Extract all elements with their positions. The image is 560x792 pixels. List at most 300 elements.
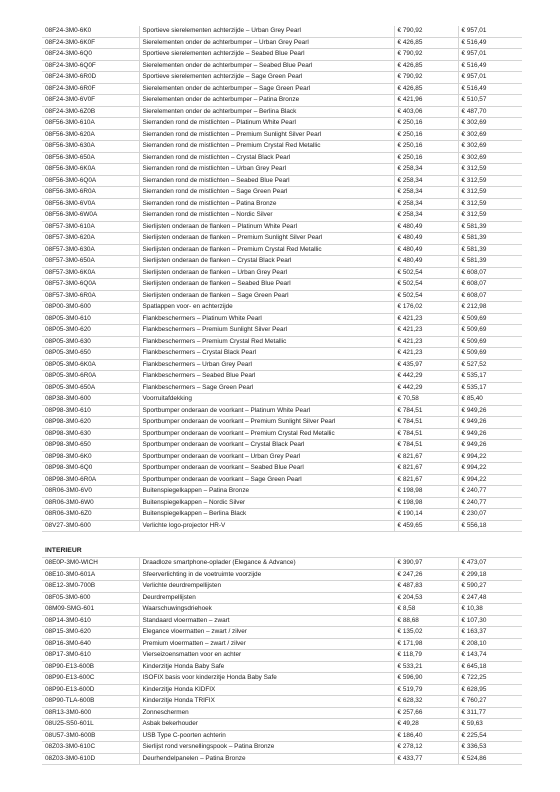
price-excl-vat-cell: € 198,98 bbox=[394, 486, 458, 498]
part-number-cell: 08P00-3M0-600 bbox=[42, 302, 139, 314]
part-number-cell: 08P38-3M0-600 bbox=[42, 394, 139, 406]
description-cell: Sierranden rond de mistlichten – Premium Sunlight Silver Pearl bbox=[139, 129, 394, 141]
table-row bbox=[42, 72, 522, 84]
part-number-cell: 08F24-3M0-6V0F bbox=[42, 95, 139, 107]
part-number-cell: 08F24-3M0-6R0D bbox=[42, 72, 139, 84]
table-row bbox=[42, 233, 522, 245]
price-incl-vat-cell: € 510,57 bbox=[458, 95, 522, 107]
description-cell: USB Type C-poorten achterin bbox=[139, 730, 394, 742]
price-incl-vat-cell: € 590,27 bbox=[458, 581, 522, 593]
description-cell: Sportbumper onderaan de voorkant – Urban Grey Pearl bbox=[139, 451, 394, 463]
price-incl-vat-cell: € 247,48 bbox=[458, 592, 522, 604]
description-cell: Sportbumper onderaan de voorkant – Sage Green Pearl bbox=[139, 474, 394, 486]
price-excl-vat-cell: € 176,02 bbox=[394, 302, 458, 314]
price-incl-vat-cell: € 299,18 bbox=[458, 569, 522, 581]
price-excl-vat-cell: € 390,97 bbox=[394, 558, 458, 570]
table-row bbox=[42, 141, 522, 153]
price-incl-vat-cell: € 994,22 bbox=[458, 474, 522, 486]
part-number-cell: 08Z03-3M0-610C bbox=[42, 742, 139, 754]
table-row bbox=[42, 348, 522, 360]
table-row bbox=[42, 336, 522, 348]
price-incl-vat-cell: € 949,26 bbox=[458, 440, 522, 452]
table-row bbox=[42, 221, 522, 233]
price-excl-vat-cell: € 821,67 bbox=[394, 451, 458, 463]
description-cell: Sierlijst rond versnellingspook – Patina Bronze bbox=[139, 742, 394, 754]
price-incl-vat-cell: € 509,69 bbox=[458, 325, 522, 337]
price-incl-vat-cell: € 143,74 bbox=[458, 650, 522, 662]
price-incl-vat-cell: € 240,77 bbox=[458, 486, 522, 498]
table-row bbox=[42, 210, 522, 222]
description-cell: Sierlijsten onderaan de flanken – Premium Sunlight Silver Pearl bbox=[139, 233, 394, 245]
table-row bbox=[42, 604, 522, 616]
table-row bbox=[42, 405, 522, 417]
part-number-cell: 08F56-3M0-6Q0A bbox=[42, 175, 139, 187]
table-row bbox=[42, 707, 522, 719]
table-row bbox=[42, 440, 522, 452]
price-excl-vat-cell: € 118,79 bbox=[394, 650, 458, 662]
table-row bbox=[42, 451, 522, 463]
price-incl-vat-cell: € 85,40 bbox=[458, 394, 522, 406]
part-number-cell: 08F24-3M0-6R0F bbox=[42, 83, 139, 95]
price-excl-vat-cell: € 171,98 bbox=[394, 638, 458, 650]
price-incl-vat-cell: € 302,69 bbox=[458, 118, 522, 130]
table-row bbox=[42, 302, 522, 314]
price-excl-vat-cell: € 442,29 bbox=[394, 382, 458, 394]
description-cell: Sportbumper onderaan de voorkant – Seabed Blue Pearl bbox=[139, 463, 394, 475]
description-cell: Sierlijsten onderaan de flanken – Urban Grey Pearl bbox=[139, 267, 394, 279]
description-cell: Sierlijsten onderaan de flanken – Seabed Blue Pearl bbox=[139, 279, 394, 291]
description-cell: Sierlijsten onderaan de flanken – Platinum White Pearl bbox=[139, 221, 394, 233]
price-incl-vat-cell: € 581,39 bbox=[458, 221, 522, 233]
price-incl-vat-cell: € 516,49 bbox=[458, 83, 522, 95]
price-incl-vat-cell: € 535,17 bbox=[458, 371, 522, 383]
part-number-cell: 08F56-3M0-610A bbox=[42, 118, 139, 130]
price-excl-vat-cell: € 426,85 bbox=[394, 37, 458, 49]
part-number-cell: 08F57-3M0-6K0A bbox=[42, 267, 139, 279]
price-incl-vat-cell: € 509,69 bbox=[458, 348, 522, 360]
price-incl-vat-cell: € 645,18 bbox=[458, 661, 522, 673]
description-cell: Buitenspiegelkappen – Patina Bronze bbox=[139, 486, 394, 498]
part-number-cell: 08P90-E13-600B bbox=[42, 661, 139, 673]
price-excl-vat-cell: € 258,34 bbox=[394, 210, 458, 222]
table-row bbox=[42, 520, 522, 532]
table-row bbox=[42, 661, 522, 673]
part-number-cell: 08F57-3M0-610A bbox=[42, 221, 139, 233]
table-row bbox=[42, 106, 522, 118]
price-incl-vat-cell: € 760,27 bbox=[458, 696, 522, 708]
price-excl-vat-cell: € 278,12 bbox=[394, 742, 458, 754]
description-cell: Sierelementen onder de achterbumper – Urban Grey Pearl bbox=[139, 37, 394, 49]
exterior-table bbox=[42, 26, 522, 532]
table-row bbox=[42, 742, 522, 754]
price-excl-vat-cell: € 480,49 bbox=[394, 233, 458, 245]
table-row bbox=[42, 279, 522, 291]
table-row bbox=[42, 49, 522, 61]
table-row bbox=[42, 486, 522, 498]
table-row bbox=[42, 83, 522, 95]
price-incl-vat-cell: € 628,95 bbox=[458, 684, 522, 696]
interior-table bbox=[42, 557, 522, 765]
price-excl-vat-cell: € 258,34 bbox=[394, 164, 458, 176]
price-excl-vat-cell: € 533,21 bbox=[394, 661, 458, 673]
table-row bbox=[42, 26, 522, 37]
price-excl-vat-cell: € 790,92 bbox=[394, 49, 458, 61]
price-excl-vat-cell: € 821,67 bbox=[394, 463, 458, 475]
table-row bbox=[42, 684, 522, 696]
part-number-cell: 08F24-3M0-6Z0B bbox=[42, 106, 139, 118]
part-number-cell: 08P05-3M0-650A bbox=[42, 382, 139, 394]
price-excl-vat-cell: € 421,23 bbox=[394, 313, 458, 325]
price-excl-vat-cell: € 186,40 bbox=[394, 730, 458, 742]
description-cell: Sportbumper onderaan de voorkant – Premium Crystal Red Metallic bbox=[139, 428, 394, 440]
price-incl-vat-cell: € 336,53 bbox=[458, 742, 522, 754]
price-incl-vat-cell: € 994,22 bbox=[458, 451, 522, 463]
part-number-cell: 08F57-3M0-620A bbox=[42, 233, 139, 245]
price-excl-vat-cell: € 8,58 bbox=[394, 604, 458, 616]
table-row bbox=[42, 290, 522, 302]
description-cell: Sierranden rond de mistlichten – Nordic Silver bbox=[139, 210, 394, 222]
price-excl-vat-cell: € 435,97 bbox=[394, 359, 458, 371]
part-number-cell: 08E12-3M0-700B bbox=[42, 581, 139, 593]
price-excl-vat-cell: € 258,34 bbox=[394, 198, 458, 210]
part-number-cell: 08M09-SMG-601 bbox=[42, 604, 139, 616]
description-cell: Flankbeschermers – Premium Crystal Red Metallic bbox=[139, 336, 394, 348]
table-row bbox=[42, 509, 522, 521]
price-incl-vat-cell: € 312,59 bbox=[458, 187, 522, 199]
price-incl-vat-cell: € 722,25 bbox=[458, 673, 522, 685]
description-cell: Asbak bekerhouder bbox=[139, 719, 394, 731]
price-excl-vat-cell: € 257,66 bbox=[394, 707, 458, 719]
part-number-cell: 08P05-3M0-6R0A bbox=[42, 371, 139, 383]
part-number-cell: 08F57-3M0-650A bbox=[42, 256, 139, 268]
price-excl-vat-cell: € 250,16 bbox=[394, 152, 458, 164]
price-excl-vat-cell: € 821,67 bbox=[394, 474, 458, 486]
price-incl-vat-cell: € 516,49 bbox=[458, 37, 522, 49]
price-incl-vat-cell: € 107,30 bbox=[458, 615, 522, 627]
price-excl-vat-cell: € 421,23 bbox=[394, 348, 458, 360]
price-excl-vat-cell: € 459,65 bbox=[394, 520, 458, 532]
description-cell: Flankbeschermers – Premium Sunlight Silver Pearl bbox=[139, 325, 394, 337]
table-row bbox=[42, 244, 522, 256]
part-number-cell: 08E10-3M0-601A bbox=[42, 569, 139, 581]
table-row bbox=[42, 267, 522, 279]
price-incl-vat-cell: € 556,18 bbox=[458, 520, 522, 532]
description-cell: Sportbumper onderaan de voorkant – Premium Sunlight Silver Pearl bbox=[139, 417, 394, 429]
part-number-cell: 08F24-3M0-6K0 bbox=[42, 26, 139, 37]
part-number-cell: 08F56-3M0-620A bbox=[42, 129, 139, 141]
table-row bbox=[42, 558, 522, 570]
table-row bbox=[42, 382, 522, 394]
price-excl-vat-cell: € 426,85 bbox=[394, 83, 458, 95]
part-number-cell: 08P05-3M0-620 bbox=[42, 325, 139, 337]
part-number-cell: 08P05-3M0-630 bbox=[42, 336, 139, 348]
table-row bbox=[42, 753, 522, 765]
price-excl-vat-cell: € 628,32 bbox=[394, 696, 458, 708]
table-row bbox=[42, 95, 522, 107]
table-row bbox=[42, 696, 522, 708]
description-cell: Verlichte logo-projector HR-V bbox=[139, 520, 394, 532]
description-cell: Sierelementen onder de achterbumper – Seabed Blue Pearl bbox=[139, 60, 394, 72]
part-number-cell: 08F05-3M0-600 bbox=[42, 592, 139, 604]
price-incl-vat-cell: € 312,59 bbox=[458, 164, 522, 176]
part-number-cell: 08R06-3M0-6Z0 bbox=[42, 509, 139, 521]
part-number-cell: 08V27-3M0-600 bbox=[42, 520, 139, 532]
price-excl-vat-cell: € 784,51 bbox=[394, 440, 458, 452]
price-incl-vat-cell: € 59,63 bbox=[458, 719, 522, 731]
part-number-cell: 08F56-3M0-6V0A bbox=[42, 198, 139, 210]
part-number-cell: 08F24-3M0-6Q0 bbox=[42, 49, 139, 61]
table-row bbox=[42, 581, 522, 593]
price-incl-vat-cell: € 535,17 bbox=[458, 382, 522, 394]
table-row bbox=[42, 359, 522, 371]
part-number-cell: 08R06-3M0-6V0 bbox=[42, 486, 139, 498]
price-excl-vat-cell: € 480,49 bbox=[394, 221, 458, 233]
description-cell: Waarschuwingsdriehoek bbox=[139, 604, 394, 616]
price-incl-vat-cell: € 208,10 bbox=[458, 638, 522, 650]
price-excl-vat-cell: € 487,83 bbox=[394, 581, 458, 593]
price-incl-vat-cell: € 212,98 bbox=[458, 302, 522, 314]
description-cell: Sportbumper onderaan de voorkant – Platinum White Pearl bbox=[139, 405, 394, 417]
description-cell: Sierelementen onder de achterbumper – Berlina Black bbox=[139, 106, 394, 118]
description-cell: Sfeerverlichting in de voetruimte voorzijde bbox=[139, 569, 394, 581]
table-row bbox=[42, 325, 522, 337]
table-row bbox=[42, 118, 522, 130]
price-excl-vat-cell: € 502,54 bbox=[394, 279, 458, 291]
price-incl-vat-cell: € 312,59 bbox=[458, 198, 522, 210]
part-number-cell: 08F56-3M0-6W0A bbox=[42, 210, 139, 222]
part-number-cell: 08F56-3M0-6K0A bbox=[42, 164, 139, 176]
part-number-cell: 08P98-3M0-610 bbox=[42, 405, 139, 417]
part-number-cell: 08U25-S50-601L bbox=[42, 719, 139, 731]
price-excl-vat-cell: € 790,92 bbox=[394, 26, 458, 37]
description-cell: Draadloze smartphone-oplader (Elegance & Advance) bbox=[139, 558, 394, 570]
description-cell: Spatlappen voor- en achterzijde bbox=[139, 302, 394, 314]
part-number-cell: 08P90-TLA-600B bbox=[42, 696, 139, 708]
table-row bbox=[42, 37, 522, 49]
description-cell: Sierelementen onder de achterbumper – Sage Green Pearl bbox=[139, 83, 394, 95]
description-cell: Sierranden rond de mistlichten – Patina Bronze bbox=[139, 198, 394, 210]
price-incl-vat-cell: € 957,01 bbox=[458, 72, 522, 84]
table-row bbox=[42, 313, 522, 325]
part-number-cell: 08F56-3M0-6R0A bbox=[42, 187, 139, 199]
table-row bbox=[42, 627, 522, 639]
part-number-cell: 08P98-3M0-6R0A bbox=[42, 474, 139, 486]
price-excl-vat-cell: € 247,26 bbox=[394, 569, 458, 581]
description-cell: Deurhendelpanelen – Patina Bronze bbox=[139, 753, 394, 765]
price-incl-vat-cell: € 302,69 bbox=[458, 152, 522, 164]
price-incl-vat-cell: € 949,26 bbox=[458, 417, 522, 429]
description-cell: Voorruitafdekking bbox=[139, 394, 394, 406]
part-number-cell: 08F24-3M0-6K0F bbox=[42, 37, 139, 49]
price-incl-vat-cell: € 608,07 bbox=[458, 267, 522, 279]
description-cell: Sierlijsten onderaan de flanken – Sage Green Pearl bbox=[139, 290, 394, 302]
table-row bbox=[42, 164, 522, 176]
price-incl-vat-cell: € 240,77 bbox=[458, 497, 522, 509]
description-cell: Flankbeschermers – Sage Green Pearl bbox=[139, 382, 394, 394]
description-cell: Premium vloermatten – zwart / zilver bbox=[139, 638, 394, 650]
price-incl-vat-cell: € 473,07 bbox=[458, 558, 522, 570]
price-excl-vat-cell: € 519,79 bbox=[394, 684, 458, 696]
price-excl-vat-cell: € 502,54 bbox=[394, 290, 458, 302]
description-cell: Kinderzitje Honda Baby Safe bbox=[139, 661, 394, 673]
description-cell: Buitenspiegelkappen – Berlina Black bbox=[139, 509, 394, 521]
table-row bbox=[42, 60, 522, 72]
table-row bbox=[42, 615, 522, 627]
price-excl-vat-cell: € 596,90 bbox=[394, 673, 458, 685]
price-incl-vat-cell: € 949,26 bbox=[458, 428, 522, 440]
price-incl-vat-cell: € 524,86 bbox=[458, 753, 522, 765]
table-row bbox=[42, 569, 522, 581]
description-cell: Buitenspiegelkappen – Nordic Silver bbox=[139, 497, 394, 509]
price-incl-vat-cell: € 957,01 bbox=[458, 26, 522, 37]
description-cell: Sportieve sierelementen achterzijde – Sage Green Pearl bbox=[139, 72, 394, 84]
table-row bbox=[42, 394, 522, 406]
part-number-cell: 08P05-3M0-610 bbox=[42, 313, 139, 325]
part-number-cell: 08F56-3M0-650A bbox=[42, 152, 139, 164]
part-number-cell: 08P15-3M0-620 bbox=[42, 627, 139, 639]
description-cell: Sportieve sierelementen achterzijde – Seabed Blue Pearl bbox=[139, 49, 394, 61]
section-gap bbox=[42, 532, 522, 546]
description-cell: Deurdrempellijsten bbox=[139, 592, 394, 604]
price-excl-vat-cell: € 403,06 bbox=[394, 106, 458, 118]
price-incl-vat-cell: € 581,39 bbox=[458, 256, 522, 268]
table-row bbox=[42, 175, 522, 187]
price-incl-vat-cell: € 302,69 bbox=[458, 129, 522, 141]
description-cell: Sierranden rond de mistlichten – Seabed Blue Pearl bbox=[139, 175, 394, 187]
description-cell: Sportieve sierelementen achterzijde – Urban Grey Pearl bbox=[139, 26, 394, 37]
price-excl-vat-cell: € 204,53 bbox=[394, 592, 458, 604]
description-cell: ISOFIX basis voor kinderzitje Honda Baby Safe bbox=[139, 673, 394, 685]
description-cell: Kinderzitje Honda KIDFIX bbox=[139, 684, 394, 696]
price-excl-vat-cell: € 421,23 bbox=[394, 336, 458, 348]
part-number-cell: 08F57-3M0-6Q0A bbox=[42, 279, 139, 291]
price-excl-vat-cell: € 250,16 bbox=[394, 141, 458, 153]
part-number-cell: 08P05-3M0-6K0A bbox=[42, 359, 139, 371]
price-incl-vat-cell: € 312,59 bbox=[458, 175, 522, 187]
table-row bbox=[42, 417, 522, 429]
price-incl-vat-cell: € 509,69 bbox=[458, 313, 522, 325]
price-excl-vat-cell: € 480,49 bbox=[394, 256, 458, 268]
table-row bbox=[42, 592, 522, 604]
table-row bbox=[42, 198, 522, 210]
table-row bbox=[42, 673, 522, 685]
price-incl-vat-cell: € 225,54 bbox=[458, 730, 522, 742]
price-excl-vat-cell: € 250,16 bbox=[394, 129, 458, 141]
description-cell: Sierranden rond de mistlichten – Crystal Black Pearl bbox=[139, 152, 394, 164]
part-number-cell: 08F56-3M0-630A bbox=[42, 141, 139, 153]
price-incl-vat-cell: € 230,07 bbox=[458, 509, 522, 521]
part-number-cell: 08P14-3M0-610 bbox=[42, 615, 139, 627]
table-row bbox=[42, 650, 522, 662]
description-cell: Zonneschermen bbox=[139, 707, 394, 719]
table-row bbox=[42, 129, 522, 141]
price-incl-vat-cell: € 581,39 bbox=[458, 244, 522, 256]
price-incl-vat-cell: € 509,69 bbox=[458, 336, 522, 348]
section-title-interior: INTERIEUR bbox=[45, 547, 82, 554]
part-number-cell: 08R13-3M0-600 bbox=[42, 707, 139, 719]
description-cell: Sierranden rond de mistlichten – Premium Crystal Red Metallic bbox=[139, 141, 394, 153]
table-row bbox=[42, 474, 522, 486]
price-incl-vat-cell: € 487,70 bbox=[458, 106, 522, 118]
price-excl-vat-cell: € 88,68 bbox=[394, 615, 458, 627]
description-cell: Vierseizoensmatten voor en achter bbox=[139, 650, 394, 662]
part-number-cell: 08F57-3M0-6R0A bbox=[42, 290, 139, 302]
price-excl-vat-cell: € 190,14 bbox=[394, 509, 458, 521]
price-incl-vat-cell: € 10,38 bbox=[458, 604, 522, 616]
part-number-cell: 08P90-E13-600D bbox=[42, 684, 139, 696]
description-cell: Flankbeschermers – Seabed Blue Pearl bbox=[139, 371, 394, 383]
price-excl-vat-cell: € 49,28 bbox=[394, 719, 458, 731]
price-excl-vat-cell: € 70,58 bbox=[394, 394, 458, 406]
price-excl-vat-cell: € 784,51 bbox=[394, 428, 458, 440]
table-row bbox=[42, 187, 522, 199]
description-cell: Sierranden rond de mistlichten – Urban Grey Pearl bbox=[139, 164, 394, 176]
description-cell: Elegance vloermatten – zwart / zilver bbox=[139, 627, 394, 639]
part-number-cell: 08R06-3M0-6W0 bbox=[42, 497, 139, 509]
price-excl-vat-cell: € 421,96 bbox=[394, 95, 458, 107]
table-row bbox=[42, 497, 522, 509]
price-excl-vat-cell: € 258,34 bbox=[394, 187, 458, 199]
part-number-cell: 08P98-3M0-6Q0 bbox=[42, 463, 139, 475]
part-number-cell: 08P16-3M0-640 bbox=[42, 638, 139, 650]
description-cell: Sierlijsten onderaan de flanken – Premium Crystal Red Metallic bbox=[139, 244, 394, 256]
table-row bbox=[42, 638, 522, 650]
table-row bbox=[42, 719, 522, 731]
exterior-table-body bbox=[42, 26, 522, 532]
description-cell: Sierranden rond de mistlichten – Sage Green Pearl bbox=[139, 187, 394, 199]
table-row bbox=[42, 256, 522, 268]
part-number-cell: 08P98-3M0-630 bbox=[42, 428, 139, 440]
part-number-cell: 08P98-3M0-620 bbox=[42, 417, 139, 429]
price-excl-vat-cell: € 426,85 bbox=[394, 60, 458, 72]
description-cell: Standaard vloermatten – zwart bbox=[139, 615, 394, 627]
interior-table-body bbox=[42, 558, 522, 765]
price-excl-vat-cell: € 433,77 bbox=[394, 753, 458, 765]
price-incl-vat-cell: € 312,59 bbox=[458, 210, 522, 222]
price-incl-vat-cell: € 608,07 bbox=[458, 279, 522, 291]
table-row bbox=[42, 152, 522, 164]
part-number-cell: 08P05-3M0-650 bbox=[42, 348, 139, 360]
description-cell: Sportbumper onderaan de voorkant – Crystal Black Pearl bbox=[139, 440, 394, 452]
price-excl-vat-cell: € 135,02 bbox=[394, 627, 458, 639]
part-number-cell: 08P90-E13-600C bbox=[42, 673, 139, 685]
price-incl-vat-cell: € 608,07 bbox=[458, 290, 522, 302]
price-incl-vat-cell: € 163,37 bbox=[458, 627, 522, 639]
part-number-cell: 08P98-3M0-6K0 bbox=[42, 451, 139, 463]
price-excl-vat-cell: € 790,92 bbox=[394, 72, 458, 84]
description-cell: Flankbeschermers – Urban Grey Pearl bbox=[139, 359, 394, 371]
price-excl-vat-cell: € 502,54 bbox=[394, 267, 458, 279]
price-incl-vat-cell: € 581,39 bbox=[458, 233, 522, 245]
price-incl-vat-cell: € 949,26 bbox=[458, 405, 522, 417]
price-excl-vat-cell: € 198,98 bbox=[394, 497, 458, 509]
description-cell: Verlichte deurdrempellijsten bbox=[139, 581, 394, 593]
part-number-cell: 08P17-3M0-610 bbox=[42, 650, 139, 662]
price-incl-vat-cell: € 311,77 bbox=[458, 707, 522, 719]
table-row bbox=[42, 730, 522, 742]
price-incl-vat-cell: € 994,22 bbox=[458, 463, 522, 475]
price-list-page bbox=[42, 26, 522, 765]
description-cell: Sierranden rond de mistlichten – Platinum White Pearl bbox=[139, 118, 394, 130]
table-row bbox=[42, 463, 522, 475]
price-excl-vat-cell: € 784,51 bbox=[394, 417, 458, 429]
price-excl-vat-cell: € 442,29 bbox=[394, 371, 458, 383]
part-number-cell: 08E0P-3M0-WICH bbox=[42, 558, 139, 570]
description-cell: Flankbeschermers – Platinum White Pearl bbox=[139, 313, 394, 325]
part-number-cell: 08P98-3M0-650 bbox=[42, 440, 139, 452]
description-cell: Sierelementen onder de achterbumper – Patina Bronze bbox=[139, 95, 394, 107]
price-excl-vat-cell: € 258,34 bbox=[394, 175, 458, 187]
